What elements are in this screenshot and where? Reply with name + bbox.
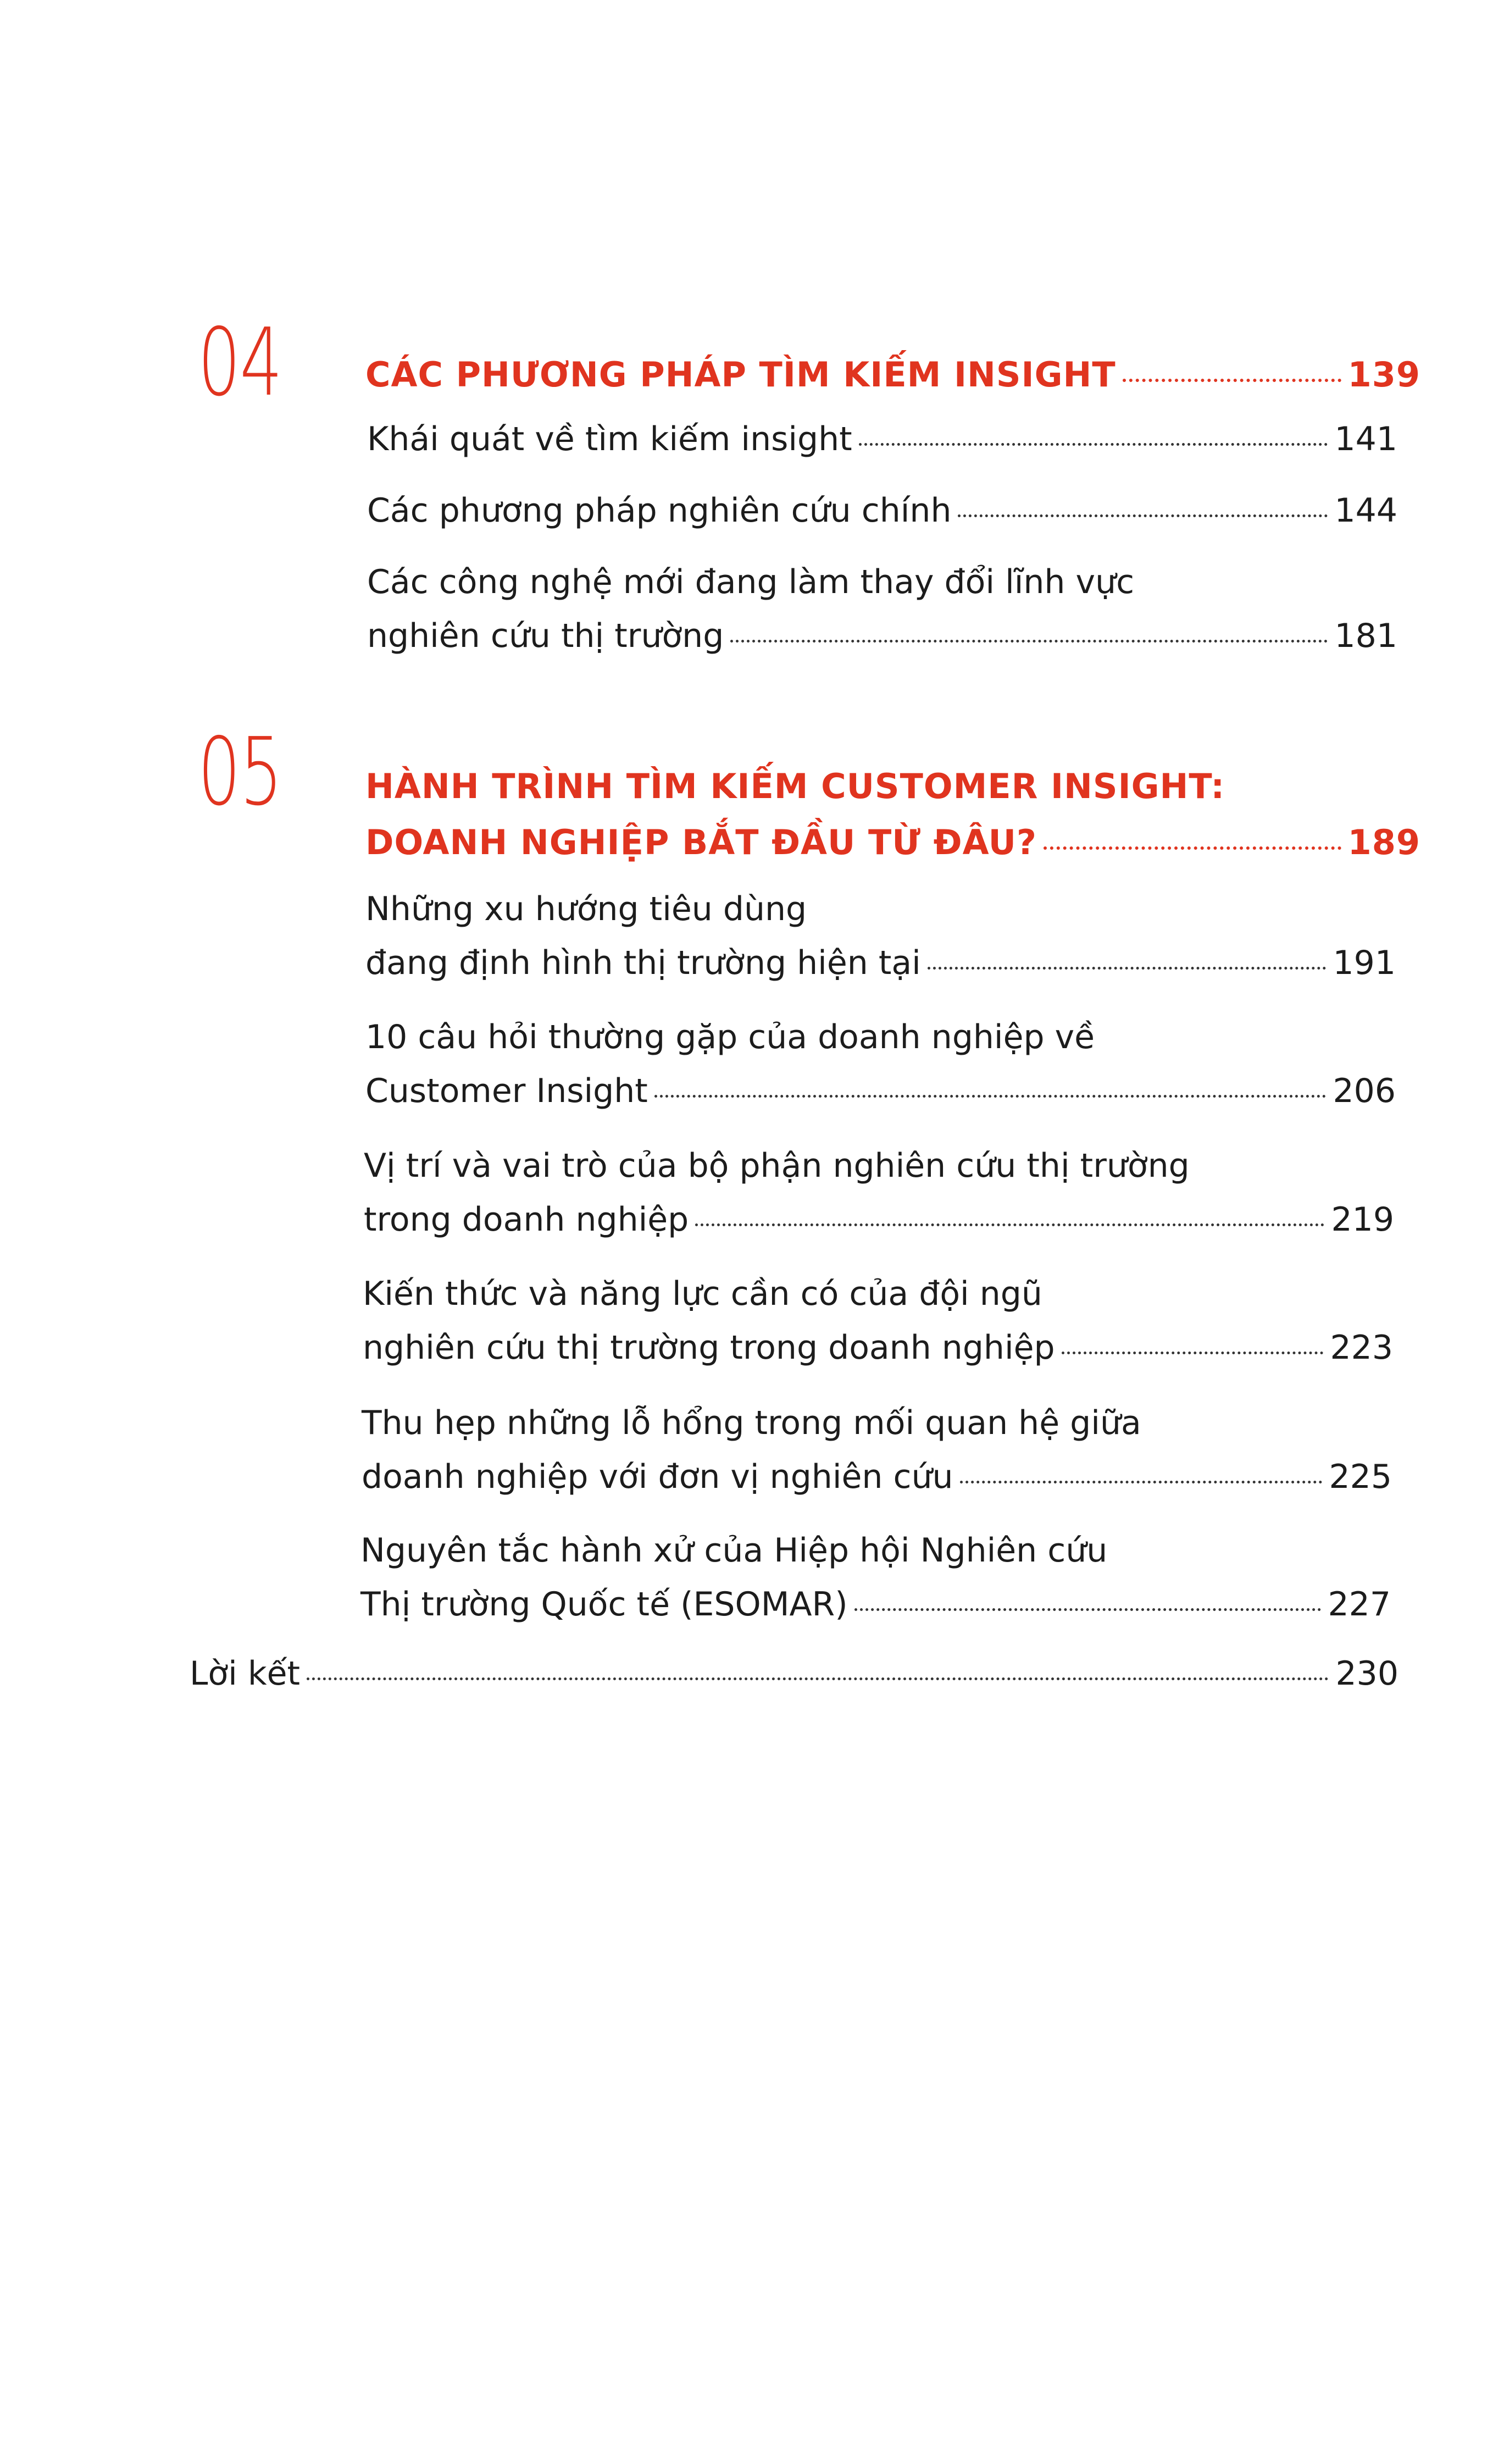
leader-dots [1123,379,1341,382]
entry-page-number: 206 [1333,1072,1396,1110]
entry-title-line-1: Thu hẹp những lỗ hổng trong mối quan hệ giữa [362,1404,1141,1442]
chapter-page-number: 139 [1347,355,1420,395]
chapter-title-line-2: DOANH NGHIỆP BẮT ĐẦU TỪ ĐÂU? [365,822,1037,862]
entry-title-line-1: Nguyên tắc hành xử của Hiệp hội Nghiên cứu [360,1531,1108,1570]
toc-entry[interactable] [360,1524,1391,1631]
entry-title-line-1: 10 câu hỏi thường gặp của doanh nghiệp về [365,1018,1095,1056]
toc-entry[interactable] [363,1267,1393,1375]
entry-page-number: 141 [1334,420,1397,458]
entry-page-number: 225 [1329,1458,1392,1496]
chapter-number: 05 [198,718,282,827]
toc-entry[interactable] [365,882,1396,990]
entry-title: Khái quát về tìm kiếm insight [367,420,852,458]
toc-entry-closing[interactable] [190,1647,1398,1701]
entry-title-line-2: Customer Insight [365,1072,648,1110]
leader-dots [859,443,1328,446]
entry-title: Các phương pháp nghiên cứu chính [367,491,952,530]
entry-page-number: 223 [1330,1328,1393,1367]
entry-title: Lời kết [190,1654,301,1693]
leader-dots [928,967,1327,970]
leader-dots [958,514,1328,517]
entry-page-number: 219 [1331,1200,1394,1239]
leader-dots [1044,846,1341,850]
leader-dots [307,1677,1329,1680]
toc-entry[interactable] [367,555,1397,663]
toc-entry[interactable] [364,1139,1394,1247]
leader-dots [960,1481,1323,1483]
chapter-title[interactable] [365,355,1420,395]
chapter-title-line-1: HÀNH TRÌNH TÌM KIẾM CUSTOMER INSIGHT: [365,766,1225,806]
entry-title-line-1: Vị trí và vai trò của bộ phận nghiên cứu thị trường [364,1147,1190,1185]
leader-dots [695,1223,1324,1226]
entry-page-number: 144 [1334,491,1397,530]
toc-entry[interactable] [367,412,1397,466]
leader-dots [730,640,1328,643]
entry-title-line-2: Thị trường Quốc tế (ESOMAR) [360,1585,848,1624]
entry-page-number: 181 [1334,617,1397,655]
entry-page-number: 230 [1335,1654,1398,1693]
chapter-title[interactable] [365,758,1420,871]
chapter-number: 04 [198,308,282,417]
entry-title-line-1: Kiến thức và năng lực cần có của đội ngũ [363,1275,1042,1313]
toc-entry[interactable] [365,1010,1396,1118]
toc-entry[interactable] [367,484,1397,538]
entry-title-line-1: Các công nghệ mới đang làm thay đổi lĩnh vực [367,563,1135,601]
entry-page-number: 227 [1328,1585,1391,1624]
chapter-title-text: CÁC PHƯƠNG PHÁP TÌM KIẾM INSIGHT [365,355,1116,395]
leader-dots [1062,1352,1324,1354]
toc-entry[interactable] [362,1396,1392,1504]
entry-title-line-2: nghiên cứu thị trường trong doanh nghiệp [363,1328,1055,1367]
entry-title-line-2: doanh nghiệp với đơn vị nghiên cứu [362,1458,953,1496]
entry-page-number: 191 [1333,944,1396,982]
entry-title-line-2: nghiên cứu thị trường [367,617,724,655]
leader-dots [654,1095,1327,1098]
entry-title-line-2: trong doanh nghiệp [364,1200,689,1239]
entry-title-line-2: đang định hình thị trường hiện tại [365,944,921,982]
leader-dots [854,1608,1322,1611]
chapter-page-number: 189 [1347,822,1420,862]
entry-title-line-1: Những xu hướng tiêu dùng [365,890,807,928]
